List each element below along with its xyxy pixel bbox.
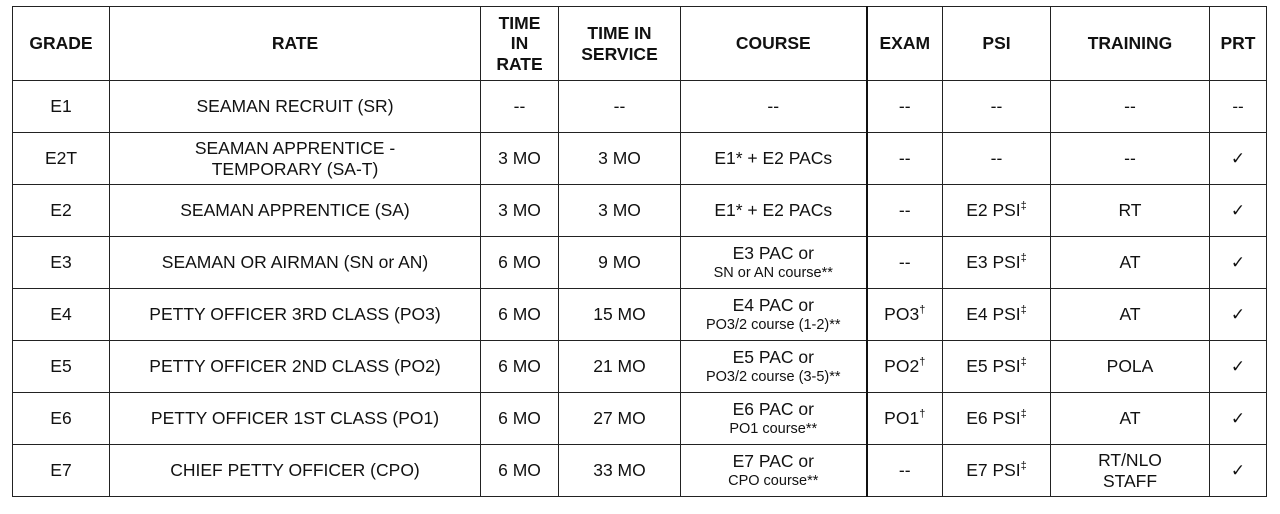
time-in-rate-cell: -- (481, 81, 559, 133)
rate-line: SEAMAN OR AIRMAN (SN or AN) (161, 252, 429, 273)
psi-value: E3 PSI (966, 252, 1021, 273)
course-main: E6 PAC or (732, 399, 814, 420)
training-line: -- (1124, 96, 1136, 117)
table-body (13, 81, 1267, 497)
checkmark-icon: ✓ (1210, 445, 1267, 497)
time-in-service-cell: 3 MO (559, 133, 681, 185)
psi-value: E4 PSI (966, 304, 1021, 325)
course-main: E3 PAC or (732, 243, 814, 264)
advancement-requirements-table (12, 6, 1267, 497)
exam-value: -- (898, 148, 911, 169)
training-line: POLA (1106, 356, 1154, 377)
training-cell (1051, 237, 1210, 289)
grade-cell: E2T (13, 133, 110, 185)
exam-value: PO2 (884, 356, 920, 377)
psi-cell (943, 81, 1051, 133)
time-in-rate-cell: 6 MO (481, 445, 559, 497)
psi-value: E5 PSI (966, 356, 1021, 377)
course-cell (681, 445, 867, 497)
table-row (13, 237, 1267, 289)
grade-cell: E6 (13, 393, 110, 445)
time-in-rate-cell: 6 MO (481, 289, 559, 341)
psi-cell (943, 289, 1051, 341)
time-in-rate-cell: 6 MO (481, 341, 559, 393)
exam-value: PO1 (884, 408, 920, 429)
exam-value: -- (898, 200, 911, 221)
double-dagger-mark: ‡ (1020, 356, 1027, 369)
header-course: COURSE (681, 7, 867, 81)
table-row (13, 289, 1267, 341)
psi-cell (943, 185, 1051, 237)
course-main: E4 PAC or (732, 295, 814, 316)
grade-cell: E1 (13, 81, 110, 133)
course-main: -- (767, 96, 780, 117)
psi-cell (943, 445, 1051, 497)
psi-cell (943, 393, 1051, 445)
psi-cell (943, 341, 1051, 393)
training-cell (1051, 81, 1210, 133)
exam-cell (867, 81, 943, 133)
psi-value: E2 PSI (966, 200, 1021, 221)
psi-value: -- (990, 148, 1003, 169)
header-time-in-service (559, 7, 681, 81)
psi-cell (943, 237, 1051, 289)
time-in-service-cell: 3 MO (559, 185, 681, 237)
training-line: STAFF (1102, 470, 1158, 491)
time-in-rate-cell: 6 MO (481, 393, 559, 445)
header-prt: PRT (1210, 7, 1267, 81)
course-main: E7 PAC or (732, 451, 814, 472)
training-line: -- (1124, 148, 1136, 169)
rate-cell (110, 185, 481, 237)
checkmark-icon: ✓ (1210, 341, 1267, 393)
double-dagger-mark: ‡ (1020, 200, 1027, 213)
time-in-service-cell: -- (559, 81, 681, 133)
course-cell (681, 289, 867, 341)
grade-cell: E2 (13, 185, 110, 237)
checkmark-icon: ✓ (1210, 185, 1267, 237)
course-main: E5 PAC or (732, 347, 814, 368)
grade-cell: E7 (13, 445, 110, 497)
course-cell (681, 393, 867, 445)
rate-line: TEMPORARY (SA-T) (211, 158, 379, 179)
time-in-rate-cell: 3 MO (481, 185, 559, 237)
training-cell (1051, 393, 1210, 445)
rate-cell (110, 289, 481, 341)
time-in-service-cell: 21 MO (559, 341, 681, 393)
course-sub: PO3/2 course (3-5)** (705, 369, 841, 386)
table-row (13, 81, 1267, 133)
course-sub: SN or AN course** (713, 265, 833, 282)
training-cell (1051, 289, 1210, 341)
exam-value: -- (898, 96, 911, 117)
course-cell (681, 81, 867, 133)
psi-value: -- (990, 96, 1003, 117)
course-cell (681, 133, 867, 185)
exam-cell (867, 133, 943, 185)
rate-cell (110, 133, 481, 185)
header-time-in-rate-line: IN (510, 33, 529, 54)
rate-cell (110, 445, 481, 497)
rate-cell (110, 81, 481, 133)
prt-cell: -- (1210, 81, 1267, 133)
exam-cell (867, 289, 943, 341)
header-time-in-rate-line: RATE (496, 53, 543, 74)
psi-value: E7 PSI (966, 460, 1021, 481)
table-container (12, 6, 1267, 497)
training-cell (1051, 185, 1210, 237)
rate-line: SEAMAN RECRUIT (SR) (196, 96, 394, 117)
grade-cell: E5 (13, 341, 110, 393)
header-psi: PSI (943, 7, 1051, 81)
header-time-in-service-line: SERVICE (581, 43, 658, 64)
rate-line: PETTY OFFICER 1ST CLASS (PO1) (150, 408, 440, 429)
training-cell (1051, 341, 1210, 393)
exam-cell (867, 445, 943, 497)
dagger-mark: † (919, 408, 926, 421)
time-in-rate-cell: 3 MO (481, 133, 559, 185)
course-sub: CPO course** (728, 473, 819, 490)
dagger-mark: † (919, 356, 926, 369)
course-main: E1* + E2 PACs (714, 148, 833, 169)
header-time-in-rate (481, 7, 559, 81)
header-training: TRAINING (1051, 7, 1210, 81)
double-dagger-mark: ‡ (1020, 408, 1027, 421)
psi-value: E6 PSI (966, 408, 1021, 429)
grade-cell: E3 (13, 237, 110, 289)
exam-cell (867, 341, 943, 393)
checkmark-icon: ✓ (1210, 237, 1267, 289)
table-header (13, 7, 1267, 81)
training-line: RT/NLO (1098, 450, 1162, 471)
rate-line: PETTY OFFICER 3RD CLASS (PO3) (149, 304, 441, 325)
table-row (13, 341, 1267, 393)
course-cell (681, 185, 867, 237)
rate-line: SEAMAN APPRENTICE (SA) (180, 200, 410, 221)
exam-cell (867, 237, 943, 289)
exam-value: -- (898, 252, 911, 273)
course-main: E1* + E2 PACs (714, 200, 833, 221)
header-time-in-service-line: TIME IN (587, 23, 652, 44)
course-cell (681, 237, 867, 289)
course-sub: PO1 course** (729, 421, 818, 438)
header-row (13, 7, 1267, 81)
time-in-rate-cell: 6 MO (481, 237, 559, 289)
rate-line: PETTY OFFICER 2ND CLASS (PO2) (149, 356, 441, 377)
dagger-mark: † (919, 304, 926, 317)
double-dagger-mark: ‡ (1020, 304, 1027, 317)
training-line: RT (1118, 200, 1142, 221)
header-time-in-rate-line: TIME (498, 13, 541, 34)
time-in-service-cell: 15 MO (559, 289, 681, 341)
rate-cell (110, 393, 481, 445)
double-dagger-mark: ‡ (1020, 460, 1027, 473)
table-row (13, 393, 1267, 445)
header-rate: RATE (110, 7, 481, 81)
exam-value: PO3 (884, 304, 920, 325)
checkmark-icon: ✓ (1210, 289, 1267, 341)
rate-line: SEAMAN APPRENTICE - (194, 138, 396, 159)
grade-cell: E4 (13, 289, 110, 341)
training-cell (1051, 445, 1210, 497)
time-in-service-cell: 9 MO (559, 237, 681, 289)
rate-cell (110, 237, 481, 289)
checkmark-icon: ✓ (1210, 393, 1267, 445)
training-line: AT (1119, 304, 1141, 325)
psi-cell (943, 133, 1051, 185)
course-sub: PO3/2 course (1-2)** (705, 317, 841, 334)
checkmark-icon: ✓ (1210, 133, 1267, 185)
training-line: AT (1119, 408, 1141, 429)
header-grade: GRADE (13, 7, 110, 81)
double-dagger-mark: ‡ (1020, 252, 1027, 265)
table-row (13, 133, 1267, 185)
course-cell (681, 341, 867, 393)
header-exam: EXAM (867, 7, 943, 81)
rate-cell (110, 341, 481, 393)
exam-value: -- (898, 460, 911, 481)
time-in-service-cell: 27 MO (559, 393, 681, 445)
exam-cell (867, 185, 943, 237)
table-row (13, 185, 1267, 237)
training-cell (1051, 133, 1210, 185)
table-row (13, 445, 1267, 497)
rate-line: CHIEF PETTY OFFICER (CPO) (170, 460, 420, 481)
exam-cell (867, 393, 943, 445)
time-in-service-cell: 33 MO (559, 445, 681, 497)
training-line: AT (1119, 252, 1141, 273)
